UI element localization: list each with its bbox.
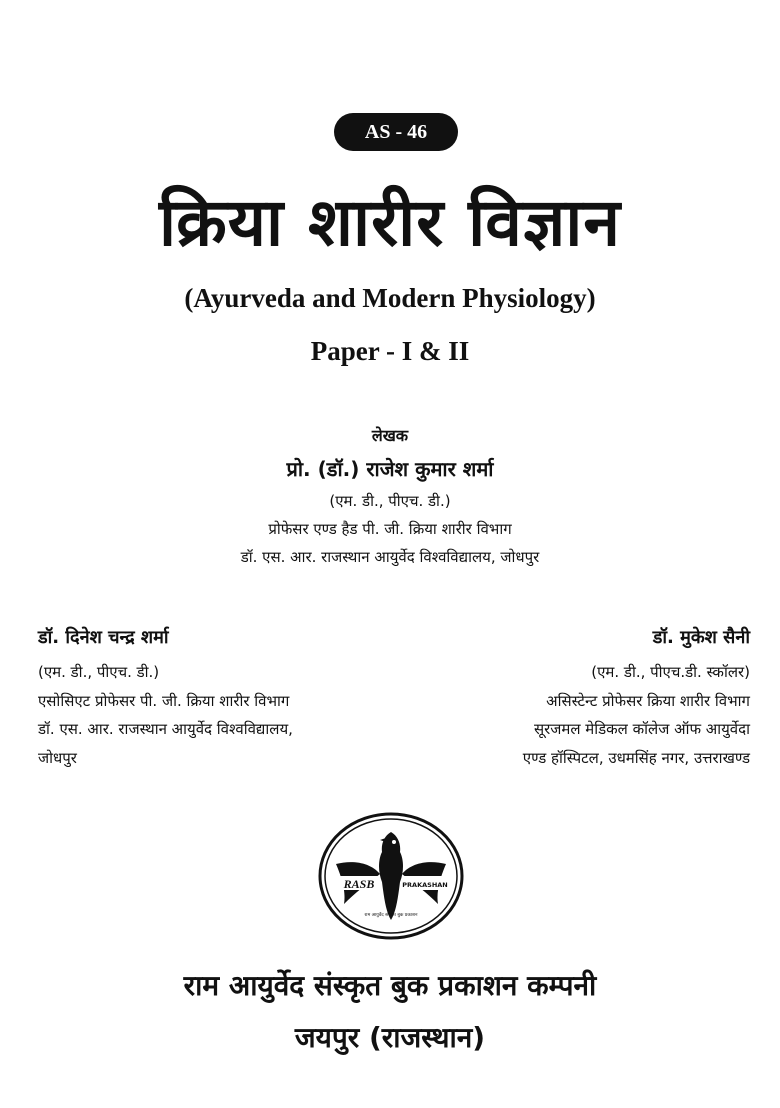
co-author-right-line: एण्ड हॉस्पिटल, उधमसिंह नगर, उत्तराखण्ड bbox=[522, 748, 750, 767]
author-designation: प्रोफेसर एण्ड हैड पी. जी. क्रिया शारीर विभाग bbox=[268, 520, 512, 538]
logo-tagline: राम आयुर्वेद संस्कृत बुक प्रकाशन bbox=[364, 913, 418, 918]
bird-emblem-icon bbox=[318, 812, 464, 940]
co-author-right-line: (एम. डी., पीएच.डी. स्कॉलर) bbox=[591, 663, 750, 681]
co-author-left-line: एसोसिएट प्रोफेसर पी. जी. क्रिया शारीर विभाग bbox=[38, 691, 290, 710]
author-degrees: (एम. डी., पीएच. डी.) bbox=[329, 492, 451, 510]
co-author-left-line: डॉ. एस. आर. राजस्थान आयुर्वेद विश्वविद्यालय, bbox=[38, 720, 293, 738]
co-author-right bbox=[370, 624, 750, 772]
series-code-badge: AS - 46 bbox=[334, 113, 458, 151]
paper-label: Paper - I & II bbox=[310, 336, 470, 366]
logo-text-right: PRAKASHAN bbox=[402, 881, 448, 889]
co-author-left-line: जोधपुर bbox=[38, 748, 77, 767]
author-name: प्रो. (डॉ.) राजेश कुमार शर्मा bbox=[286, 457, 494, 481]
publisher-name: राम आयुर्वेद संस्कृत बुक प्रकाशन कम्पनी bbox=[183, 969, 597, 1002]
co-author-left bbox=[38, 624, 418, 772]
co-author-right-name: डॉ. मुकेश सैनी bbox=[652, 627, 750, 648]
book-subtitle: (Ayurveda and Modern Physiology) bbox=[184, 283, 596, 313]
co-author-left-name: डॉ. दिनेश चन्द्र शर्मा bbox=[38, 627, 169, 648]
author-institution: डॉ. एस. आर. राजस्थान आयुर्वेद विश्वविद्यालय, जोधपुर bbox=[240, 548, 540, 566]
co-author-right-line: असिस्टेन्ट प्रोफेसर क्रिया शारीर विभाग bbox=[546, 691, 750, 710]
co-author-right-line: सूरजमल मेडिकल कॉलेज ऑफ आयुर्वेदा bbox=[533, 720, 750, 738]
publisher-city: जयपुर (राजस्थान) bbox=[294, 1021, 486, 1054]
publisher-logo bbox=[318, 812, 464, 940]
logo-text-left: RASB bbox=[343, 877, 375, 891]
author-label: लेखक bbox=[371, 426, 409, 445]
co-author-left-line: (एम. डी., पीएच. डी.) bbox=[38, 663, 160, 681]
book-title: क्रिया शारीर विज्ञान bbox=[159, 184, 621, 261]
